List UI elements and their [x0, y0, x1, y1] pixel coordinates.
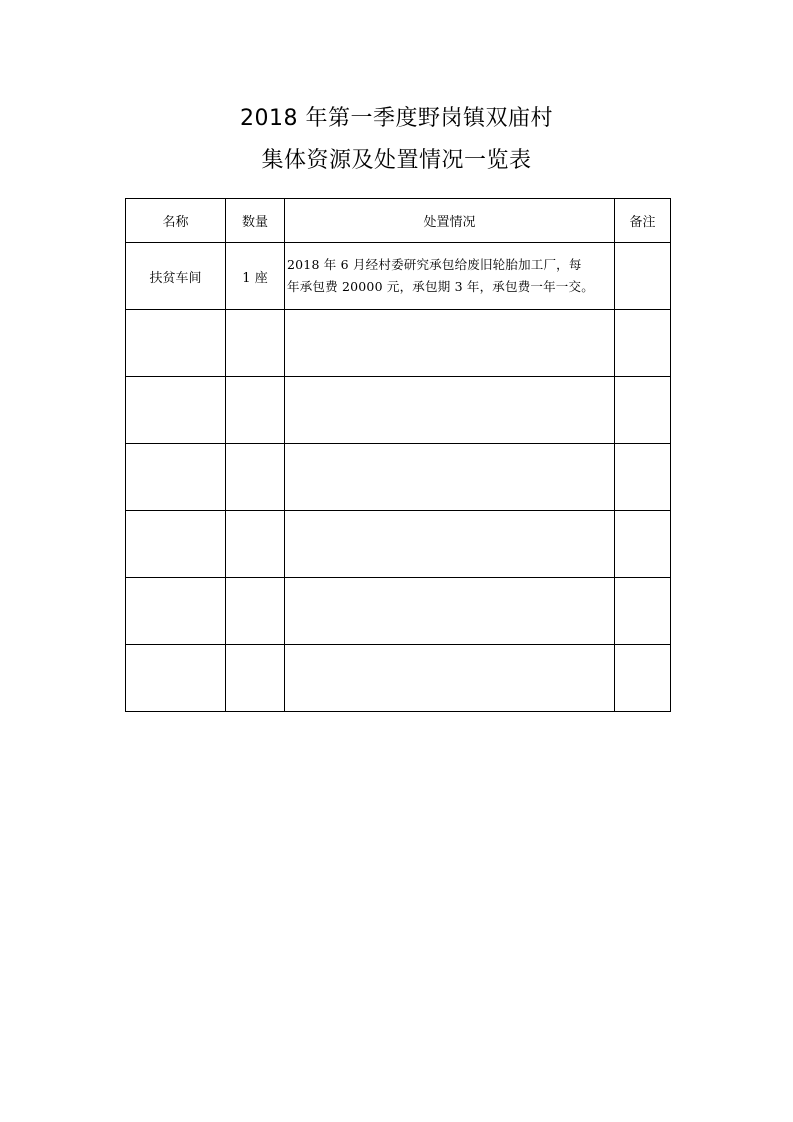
- cell-name: 扶贫车间: [126, 243, 226, 310]
- cell-name: [126, 645, 226, 712]
- header-disposal: 处置情况: [285, 199, 615, 243]
- cell-disposal: [285, 511, 615, 578]
- header-name: 名称: [126, 199, 226, 243]
- cell-disposal: [285, 578, 615, 645]
- cell-note: [615, 243, 671, 310]
- document-title-line1: 2018 年第一季度野岗镇双庙村: [240, 106, 553, 131]
- cell-quantity: [226, 377, 285, 444]
- cell-name: [126, 377, 226, 444]
- disposal-line: 年承包费 20000 元，承包期 3 年，承包费一年一交。: [287, 279, 594, 294]
- cell-name: [126, 578, 226, 645]
- cell-disposal: [285, 243, 615, 310]
- cell-disposal: [285, 377, 615, 444]
- table-row: [126, 578, 671, 645]
- cell-quantity: [226, 444, 285, 511]
- cell-disposal: [285, 444, 615, 511]
- resource-table: [125, 198, 671, 712]
- cell-note: [615, 310, 671, 377]
- cell-note: [615, 511, 671, 578]
- table-row: [126, 511, 671, 578]
- table-row: [126, 645, 671, 712]
- cell-quantity: [226, 310, 285, 377]
- table-row: [126, 377, 671, 444]
- cell-name: [126, 444, 226, 511]
- cell-disposal: [285, 310, 615, 377]
- cell-quantity: [226, 511, 285, 578]
- header-note: 备注: [615, 199, 671, 243]
- cell-note: [615, 645, 671, 712]
- table-header-row: [126, 199, 671, 243]
- cell-disposal: [285, 645, 615, 712]
- cell-name: [126, 310, 226, 377]
- cell-note: [615, 578, 671, 645]
- cell-name: [126, 511, 226, 578]
- table-row: [126, 310, 671, 377]
- disposal-line: 2018 年 6 月经村委研究承包给废旧轮胎加工厂，每: [287, 257, 582, 272]
- cell-note: [615, 377, 671, 444]
- header-quantity: 数量: [226, 199, 285, 243]
- cell-quantity: [226, 645, 285, 712]
- cell-note: [615, 444, 671, 511]
- document-title-line2: 集体资源及处置情况一览表: [261, 148, 532, 173]
- cell-quantity: 1 座: [226, 243, 285, 310]
- table-row: [126, 444, 671, 511]
- table-row: [126, 243, 671, 310]
- cell-quantity: [226, 578, 285, 645]
